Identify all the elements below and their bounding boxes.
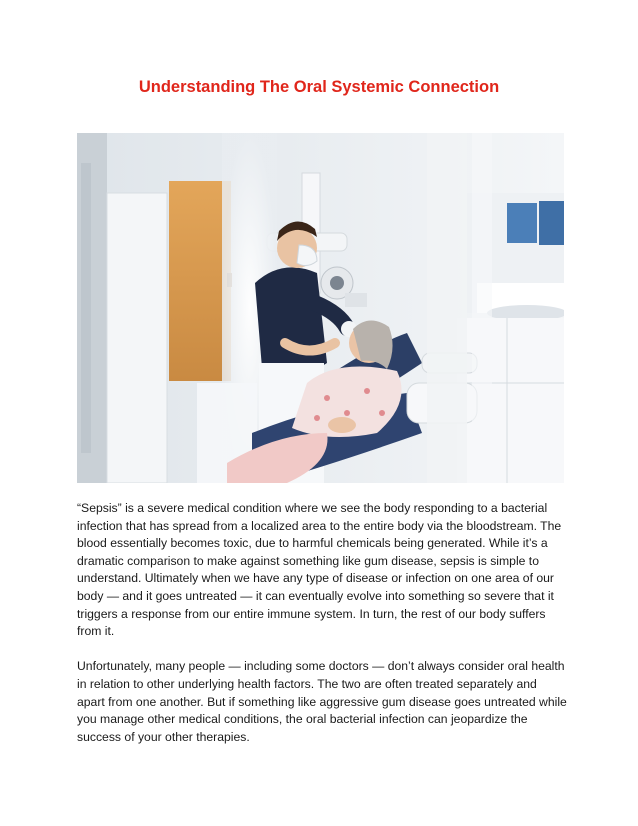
page-title: Understanding The Oral Systemic Connection [138,78,500,96]
dental-exam-photo [77,133,564,483]
dental-exam-illustration [77,133,564,483]
paragraph-1: “Sepsis” is a severe medical condition where we see the body responding to a bacterial infection that has spread from a localized area to the entire body via the bloodstream. The blood essentially becomes toxic, due to harmful chemicals being generated. While it’s a dramatic comparison to make against something like gum disease, sepsis is simple to understand. Ultimately when we have any type of disease or infection on one area of our body — and it goes untreated — it can eventually evolve into something so severe that it triggers a response from our entire immune system. In turn, the rest of our body suffers from it. [77,501,562,639]
paragraph-2: Unfortunately, many people — including some doctors — don’t always consider oral health in relation to other underlying health factors. The two are often treated separately and apart from one another. But if something like aggressive gum disease goes untreated while you manage other medical conditions, the oral bacterial infection can jeopardize the success of your other therapies. [77,659,567,744]
article-body [77,500,567,764]
